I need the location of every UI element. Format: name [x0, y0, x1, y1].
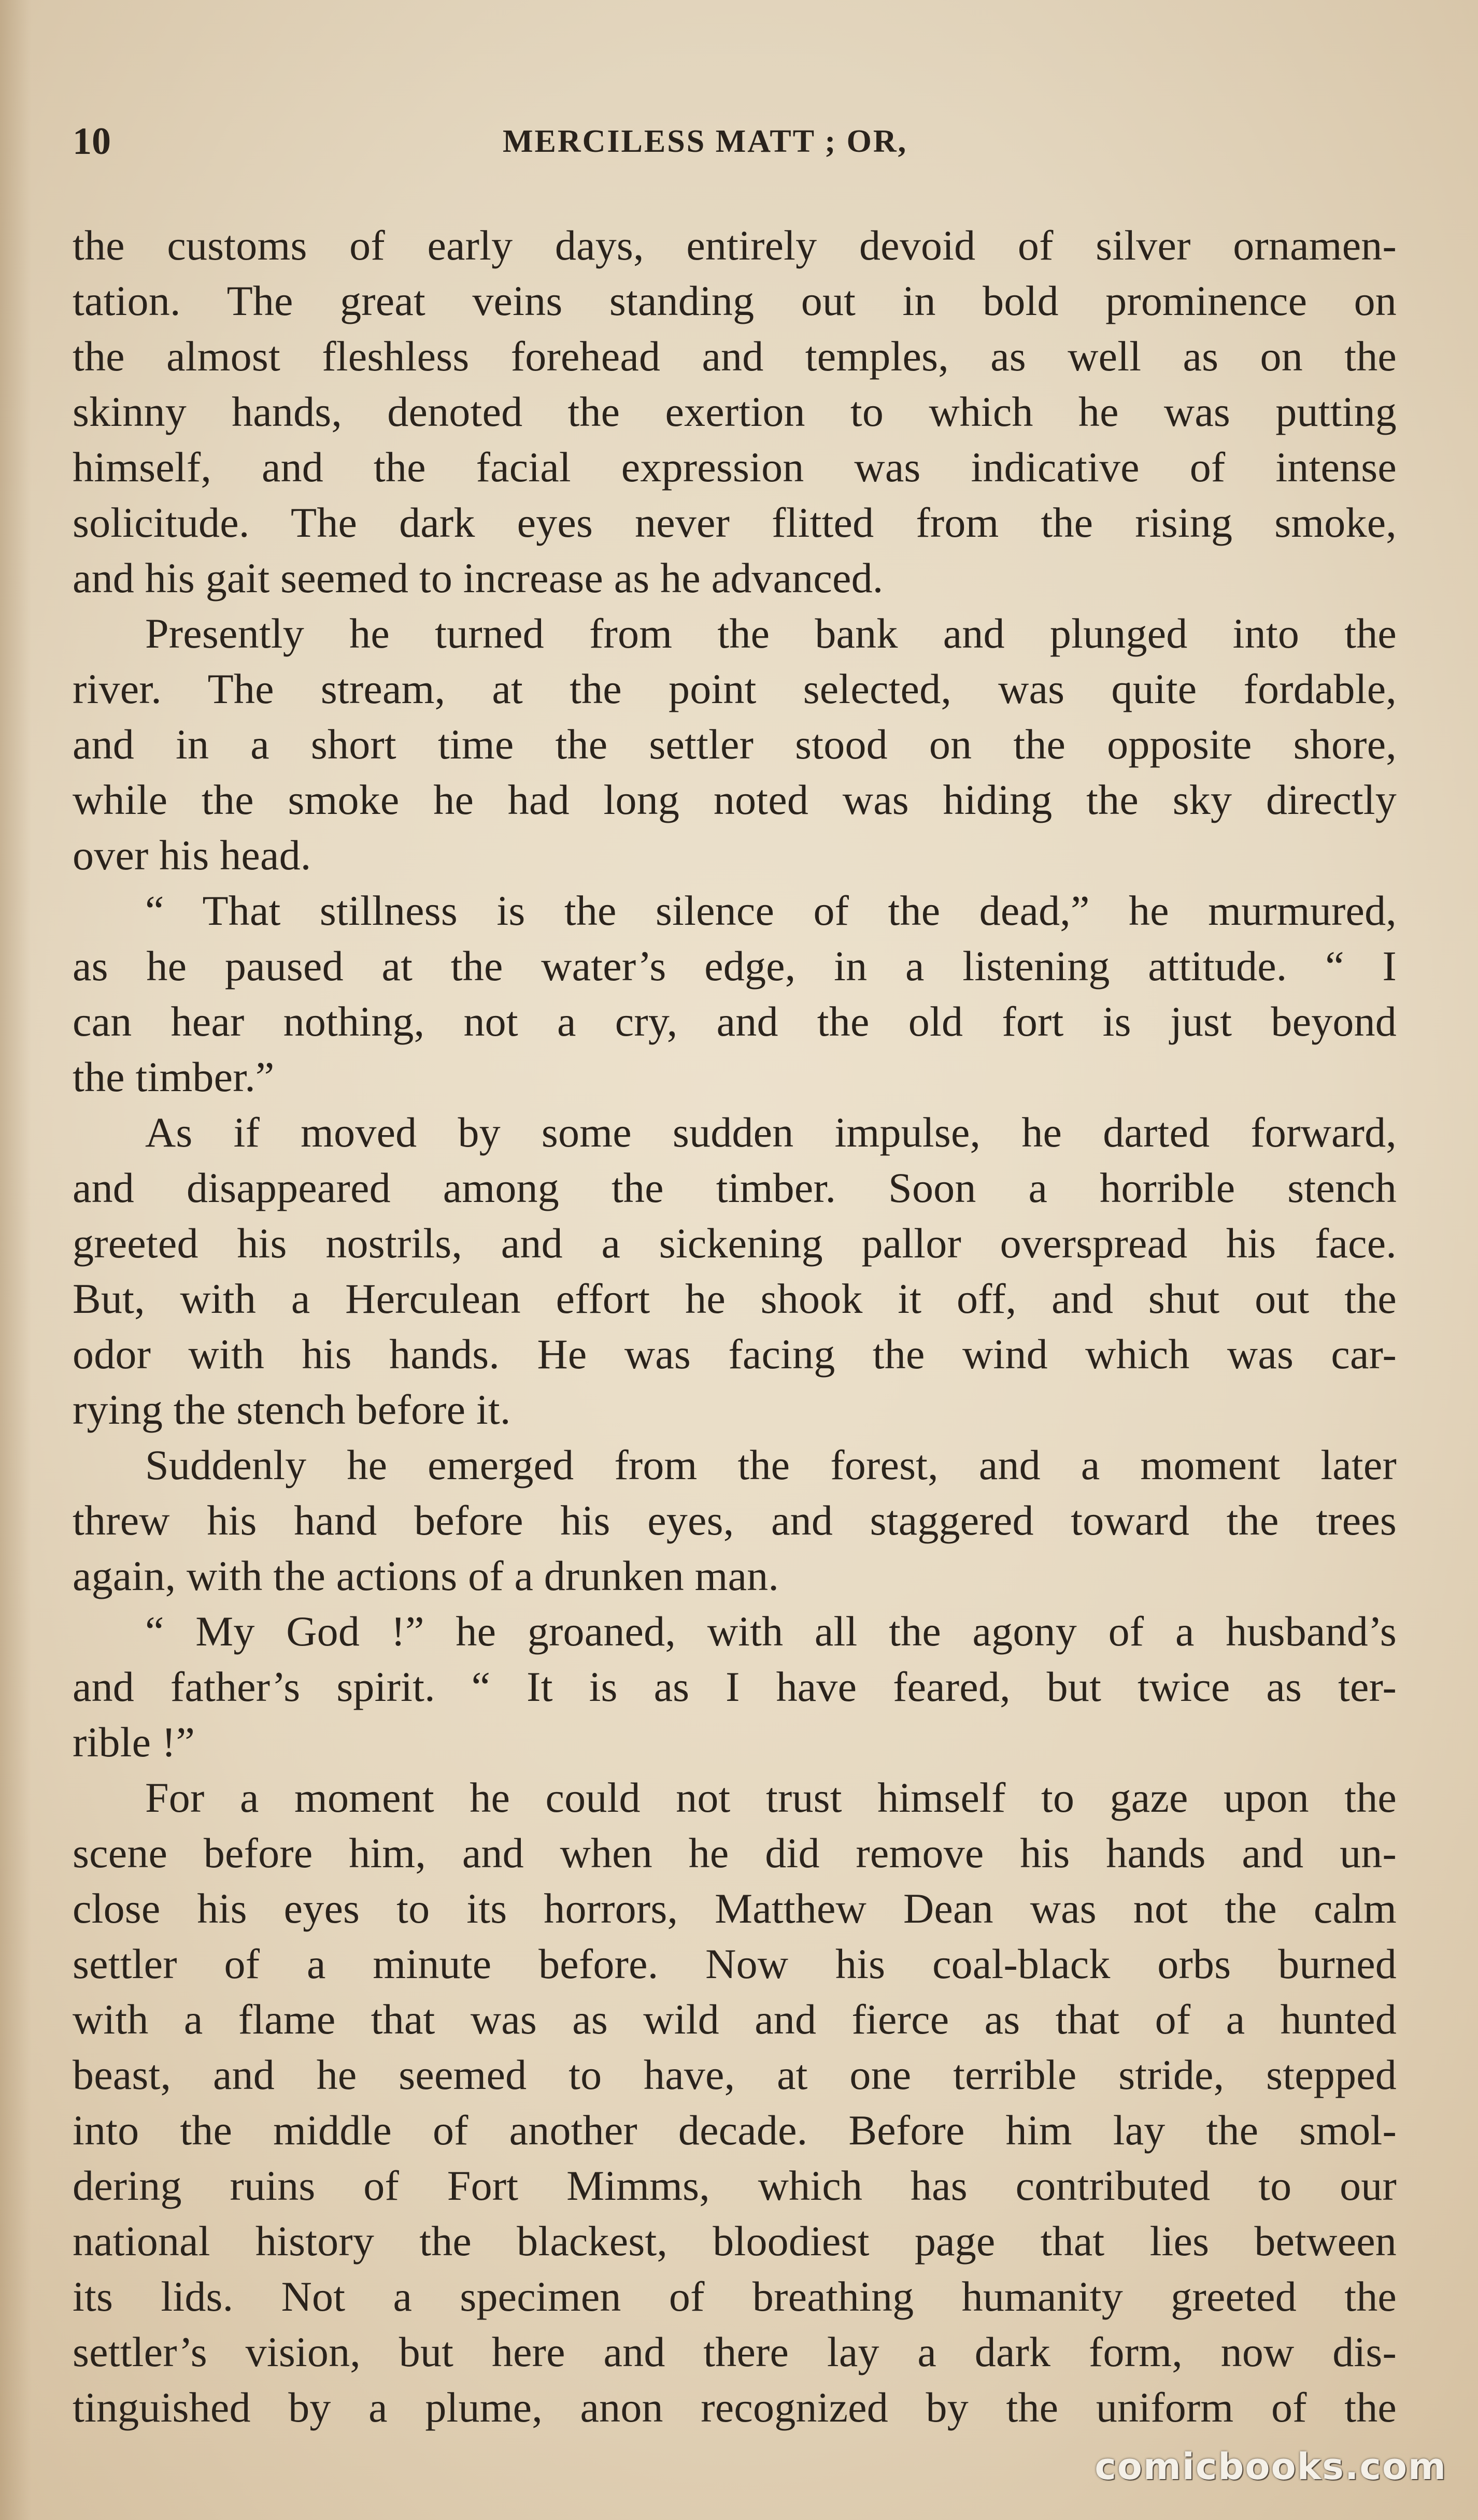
- text-line: rying the stench before it.: [73, 1386, 511, 1433]
- text-line: dering ruins of Fort Mimms, which has contributed to our: [73, 2162, 1397, 2209]
- text-line: its lids. Not a specimen of breathing humanity greeted the: [73, 2273, 1397, 2320]
- text-line: while the smoke he had long noted was hiding the sky directly: [73, 776, 1397, 823]
- text-line: and his gait seemed to increase as he advanced.: [73, 554, 884, 602]
- text-line: the customs of early days, entirely devoid of silver ornamen-: [73, 222, 1397, 269]
- text-line: For a moment he could not trust himself to gaze upon the: [145, 1774, 1397, 1821]
- running-head: MERCILESS MATT ; OR,: [503, 124, 908, 159]
- text-line: national history the blackest, bloodiest page that lies between: [73, 2217, 1397, 2265]
- page-edge-shadow: [0, 0, 31, 2520]
- text-line: and disappeared among the timber. Soon a horrible stench: [73, 1164, 1397, 1211]
- text-line: can hear nothing, not a cry, and the old fort is just beyond: [73, 998, 1397, 1045]
- text-line: river. The stream, at the point selected, was quite fordable,: [73, 665, 1397, 712]
- text-line: As if moved by some sudden impulse, he darted forward,: [145, 1109, 1397, 1156]
- text-line: the timber.”: [73, 1053, 275, 1100]
- text-line: rible !”: [73, 1719, 195, 1766]
- page-header: [73, 113, 1399, 170]
- text-line: tation. The great veins standing out in bold prominence on: [73, 277, 1397, 324]
- text-line: settler’s vision, but here and there lay a dark form, now dis-: [73, 2328, 1397, 2375]
- text-line: settler of a minute before. Now his coal-black orbs burned: [73, 1940, 1397, 1987]
- text-line: and father’s spirit. “ It is as I have feared, but twice as ter-: [73, 1663, 1397, 1710]
- text-line: over his head.: [73, 832, 311, 879]
- text-line: scene before him, and when he did remove his hands and un-: [73, 1829, 1397, 1877]
- text-line: into the middle of another decade. Before him lay the smol-: [73, 2107, 1397, 2154]
- text-line: tinguished by a plume, anon recognized by the uniform of the: [73, 2384, 1397, 2431]
- text-line: Suddenly he emerged from the forest, and a moment later: [145, 1441, 1397, 1488]
- text-line: odor with his hands. He was facing the wind which was car-: [73, 1330, 1397, 1378]
- text-line: threw his hand before his eyes, and staggered toward the trees: [73, 1497, 1397, 1544]
- text-line: close his eyes to its horrors, Matthew Dean was not the calm: [73, 1885, 1397, 1932]
- text-line: But, with a Herculean effort he shook it off, and shut out the: [73, 1275, 1397, 1322]
- text-line: Presently he turned from the bank and plunged into the: [145, 610, 1397, 657]
- text-line: beast, and he seemed to have, at one terrible stride, stepped: [73, 2051, 1397, 2098]
- text-line: himself, and the facial expression was indicative of intense: [73, 443, 1397, 491]
- text-line: and in a short time the settler stood on the opposite shore,: [73, 721, 1397, 768]
- text-line: the almost fleshless forehead and temples, as well as on the: [73, 333, 1397, 380]
- watermark: comicbooks.com: [1095, 2445, 1447, 2488]
- text-line: solicitude. The dark eyes never flitted from the rising smoke,: [73, 499, 1397, 546]
- text-line: as he paused at the water’s edge, in a listening attitude. “ I: [73, 942, 1397, 990]
- text-line: with a flame that was as wild and fierce as that of a hunted: [73, 1996, 1397, 2043]
- text-line: again, with the actions of a drunken man.: [73, 1552, 779, 1599]
- text-line: “ That stillness is the silence of the dead,” he murmured,: [145, 887, 1397, 934]
- text-line: “ My God !” he groaned, with all the agony of a husband’s: [145, 1608, 1397, 1655]
- page-number: 10: [73, 120, 111, 163]
- text-line: skinny hands, denoted the exertion to which he was putting: [73, 388, 1397, 435]
- body-text: [73, 218, 1397, 2435]
- text-line: greeted his nostrils, and a sickening pallor overspread his face.: [73, 1220, 1397, 1267]
